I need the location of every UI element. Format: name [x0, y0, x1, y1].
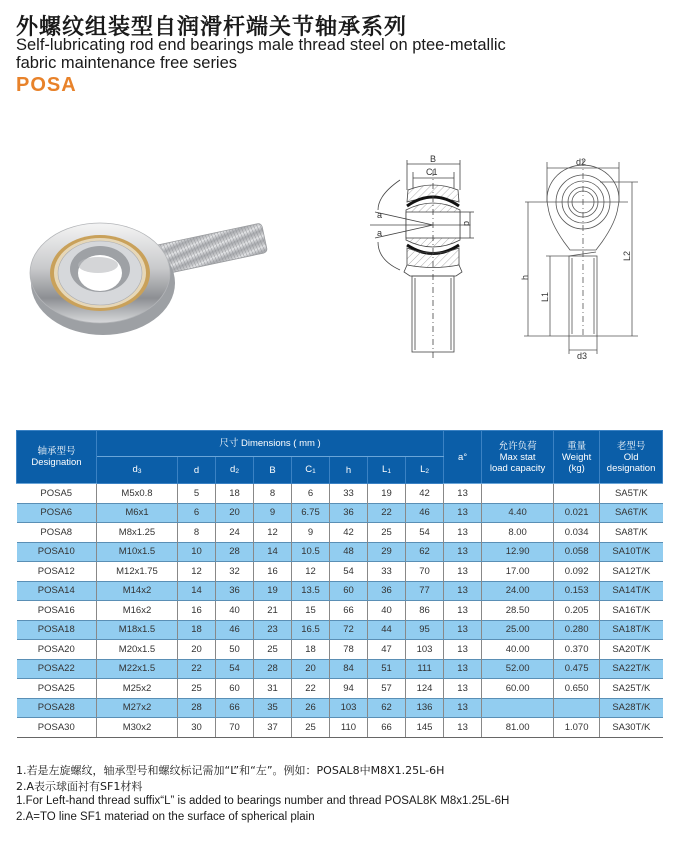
cell-L2: 62	[406, 542, 444, 562]
dim-label-d3: d3	[577, 351, 588, 361]
cell-old: SA6T/K	[600, 503, 663, 523]
cell-d3: M14x2	[97, 581, 178, 601]
cell-d: 12	[178, 562, 216, 582]
cell-L2: 86	[406, 601, 444, 621]
cell-load: 81.00	[482, 718, 554, 738]
cell-a: 13	[444, 542, 482, 562]
cell-h: 110	[330, 718, 368, 738]
cell-d: 20	[178, 640, 216, 660]
cell-load: 24.00	[482, 581, 554, 601]
cell-B: 25	[254, 640, 292, 660]
cell-weight: 0.092	[554, 562, 600, 582]
cell-L1: 47	[368, 640, 406, 660]
specification-table	[16, 430, 663, 738]
cell-L1: 25	[368, 523, 406, 543]
cell-h: 72	[330, 620, 368, 640]
cell-h: 36	[330, 503, 368, 523]
table-row	[17, 581, 663, 601]
dim-label-a-top: a	[377, 210, 383, 220]
cell-B: 12	[254, 523, 292, 543]
cell-L2: 42	[406, 484, 444, 504]
cell-L1: 19	[368, 484, 406, 504]
cell-d: 18	[178, 620, 216, 640]
cell-B: 23	[254, 620, 292, 640]
cell-a: 13	[444, 659, 482, 679]
note-cn-2: 2.A表示球面衬有SF1材料	[16, 779, 143, 793]
cell-L2: 77	[406, 581, 444, 601]
cell-L1: 36	[368, 581, 406, 601]
cell-old: SA8T/K	[600, 523, 663, 543]
cell-d2: 18	[216, 484, 254, 504]
cell-a: 13	[444, 698, 482, 718]
cell-d2: 60	[216, 679, 254, 699]
cell-d2: 28	[216, 542, 254, 562]
page-title-en-line2: fabric maintenance free series	[16, 54, 238, 72]
cell-a: 13	[444, 523, 482, 543]
header-weight: 重量 Weight (kg)	[554, 431, 600, 484]
cell-L1: 51	[368, 659, 406, 679]
dim-label-d2: d2	[576, 157, 587, 167]
header-angle: a°	[444, 431, 482, 484]
cell-weight: 0.280	[554, 620, 600, 640]
cell-d3: M27x2	[97, 698, 178, 718]
cell-weight	[554, 484, 600, 504]
cell-h: 66	[330, 601, 368, 621]
cell-d: 30	[178, 718, 216, 738]
cell-L1: 33	[368, 562, 406, 582]
table-row	[17, 698, 663, 718]
cell-B: 21	[254, 601, 292, 621]
cell-h: 54	[330, 562, 368, 582]
cell-B: 37	[254, 718, 292, 738]
cell-L1: 40	[368, 601, 406, 621]
note-en-1: 1.For Left-hand thread suffix“L” is added to bearings number and thread POSAL8K M8x1.25L-6H	[16, 795, 510, 807]
cell-designation: POSA30	[17, 718, 97, 738]
cell-designation: POSA20	[17, 640, 97, 660]
dim-label-B: B	[430, 154, 437, 164]
cell-B: 19	[254, 581, 292, 601]
cell-L1: 66	[368, 718, 406, 738]
side-section-drawing	[360, 150, 480, 360]
note-cn-1: 1.若是左旋螺纹，轴承型号和螺纹标记需加“L”和“左”。例如：POSAL8中M8X1.25L-6H	[16, 764, 445, 777]
cell-h: 33	[330, 484, 368, 504]
cell-designation: POSA14	[17, 581, 97, 601]
cell-d3: M5x0.8	[97, 484, 178, 504]
cell-weight: 0.650	[554, 679, 600, 699]
header-C1: $C_1$	[292, 457, 330, 484]
header-d2: $d_2$	[216, 457, 254, 484]
table-row	[17, 503, 663, 523]
dim-label-d: d	[462, 221, 472, 227]
cell-weight: 0.205	[554, 601, 600, 621]
table-row	[17, 620, 663, 640]
page-title-en-line1: Self-lubricating rod end bearings male thread steel on ptee-metallic	[16, 36, 506, 54]
cell-old: SA12T/K	[600, 562, 663, 582]
cell-load: 17.00	[482, 562, 554, 582]
cell-C1: 6.75	[292, 503, 330, 523]
cell-d: 16	[178, 601, 216, 621]
cell-B: 9	[254, 503, 292, 523]
table-row	[17, 523, 663, 543]
cell-B: 14	[254, 542, 292, 562]
cell-designation: POSA25	[17, 679, 97, 699]
header-old-designation: 老型号 Old designation	[600, 431, 663, 484]
cell-weight: 0.021	[554, 503, 600, 523]
cell-d2: 24	[216, 523, 254, 543]
cell-a: 13	[444, 718, 482, 738]
cell-designation: POSA10	[17, 542, 97, 562]
cell-L1: 44	[368, 620, 406, 640]
cell-weight: 0.034	[554, 523, 600, 543]
cell-d3: M20x1.5	[97, 640, 178, 660]
front-view-drawing	[510, 152, 640, 362]
cell-d2: 36	[216, 581, 254, 601]
cell-C1: 6	[292, 484, 330, 504]
cell-d3: M30x2	[97, 718, 178, 738]
table-row	[17, 659, 663, 679]
cell-C1: 12	[292, 562, 330, 582]
cell-d3: M8x1.25	[97, 523, 178, 543]
cell-L2: 54	[406, 523, 444, 543]
notes-section	[16, 763, 509, 825]
cell-L1: 62	[368, 698, 406, 718]
cell-load: 60.00	[482, 679, 554, 699]
cell-designation: POSA8	[17, 523, 97, 543]
cell-load: 28.50	[482, 601, 554, 621]
cell-B: 35	[254, 698, 292, 718]
cell-weight: 0.153	[554, 581, 600, 601]
cell-C1: 15	[292, 601, 330, 621]
cell-h: 78	[330, 640, 368, 660]
page-title-cn: 外螺纹组装型自润滑杆端关节轴承系列	[16, 15, 408, 40]
cell-d2: 46	[216, 620, 254, 640]
cell-L2: 136	[406, 698, 444, 718]
table-row	[17, 679, 663, 699]
cell-d3: M12x1.75	[97, 562, 178, 582]
cell-L2: 95	[406, 620, 444, 640]
cell-d: 6	[178, 503, 216, 523]
cell-old: SA16T/K	[600, 601, 663, 621]
cell-C1: 13.5	[292, 581, 330, 601]
dim-label-C1: C1	[426, 167, 438, 177]
cell-d3: M10x1.5	[97, 542, 178, 562]
table-row	[17, 640, 663, 660]
cell-h: 103	[330, 698, 368, 718]
cell-designation: POSA28	[17, 698, 97, 718]
cell-old: SA14T/K	[600, 581, 663, 601]
cell-L2: 145	[406, 718, 444, 738]
header-L2: $L_2$	[406, 457, 444, 484]
cell-L1: 22	[368, 503, 406, 523]
cell-old: SA20T/K	[600, 640, 663, 660]
header-L1: $L_1$	[368, 457, 406, 484]
cell-a: 13	[444, 640, 482, 660]
cell-L2: 46	[406, 503, 444, 523]
cell-a: 13	[444, 581, 482, 601]
dim-label-L1: L1	[540, 291, 550, 302]
cell-d: 14	[178, 581, 216, 601]
cell-L2: 70	[406, 562, 444, 582]
table-row	[17, 484, 663, 504]
cell-d2: 32	[216, 562, 254, 582]
cell-d3: M25x2	[97, 679, 178, 699]
cell-old: SA25T/K	[600, 679, 663, 699]
cell-weight: 0.475	[554, 659, 600, 679]
cell-weight: 0.058	[554, 542, 600, 562]
note-en-2: 2.A=TO line SF1 materiad on the surface of spherical plain	[16, 810, 315, 823]
cell-weight	[554, 698, 600, 718]
cell-designation: POSA18	[17, 620, 97, 640]
cell-old: SA22T/K	[600, 659, 663, 679]
cell-old: SA10T/K	[600, 542, 663, 562]
cell-L2: 124	[406, 679, 444, 699]
header-h: h	[330, 457, 368, 484]
cell-a: 13	[444, 679, 482, 699]
dim-label-h: h	[520, 274, 530, 280]
table-row	[17, 601, 663, 621]
cell-L1: 57	[368, 679, 406, 699]
cell-load: 25.00	[482, 620, 554, 640]
cell-L2: 103	[406, 640, 444, 660]
header-d: d	[178, 457, 216, 484]
cell-C1: 22	[292, 679, 330, 699]
cell-old: SA5T/K	[600, 484, 663, 504]
cell-load: 40.00	[482, 640, 554, 660]
cell-h: 94	[330, 679, 368, 699]
header-d3: $d_3$	[97, 457, 178, 484]
cell-a: 13	[444, 620, 482, 640]
cell-load: 4.40	[482, 503, 554, 523]
cell-designation: POSA5	[17, 484, 97, 504]
cell-old: SA28T/K	[600, 698, 663, 718]
cell-load	[482, 484, 554, 504]
cell-a: 13	[444, 503, 482, 523]
cell-C1: 16.5	[292, 620, 330, 640]
cell-weight: 1.070	[554, 718, 600, 738]
cell-designation: POSA16	[17, 601, 97, 621]
cell-d2: 40	[216, 601, 254, 621]
cell-B: 28	[254, 659, 292, 679]
cell-d2: 54	[216, 659, 254, 679]
cell-d: 10	[178, 542, 216, 562]
cell-d: 22	[178, 659, 216, 679]
cell-L1: 29	[368, 542, 406, 562]
cell-d3: M6x1	[97, 503, 178, 523]
table-row	[17, 718, 663, 738]
cell-d: 28	[178, 698, 216, 718]
cell-load: 12.90	[482, 542, 554, 562]
cell-d2: 50	[216, 640, 254, 660]
cell-designation: POSA22	[17, 659, 97, 679]
cell-d: 25	[178, 679, 216, 699]
cell-d: 5	[178, 484, 216, 504]
cell-C1: 9	[292, 523, 330, 543]
cell-B: 16	[254, 562, 292, 582]
cell-old: SA30T/K	[600, 718, 663, 738]
cell-a: 13	[444, 484, 482, 504]
cell-d2: 20	[216, 503, 254, 523]
cell-C1: 25	[292, 718, 330, 738]
cell-load	[482, 698, 554, 718]
cell-C1: 20	[292, 659, 330, 679]
cell-d3: M18x1.5	[97, 620, 178, 640]
cell-h: 42	[330, 523, 368, 543]
table-row	[17, 542, 663, 562]
cell-C1: 18	[292, 640, 330, 660]
cell-h: 84	[330, 659, 368, 679]
header-B: B	[254, 457, 292, 484]
cell-weight: 0.370	[554, 640, 600, 660]
table-body	[17, 484, 663, 738]
cell-B: 31	[254, 679, 292, 699]
header-load-capacity: 允许负荷 Max stat load capacity	[482, 431, 554, 484]
cell-C1: 26	[292, 698, 330, 718]
cell-h: 60	[330, 581, 368, 601]
header-dimensions: 尺寸 Dimensions ( mm )	[97, 431, 444, 457]
cell-h: 48	[330, 542, 368, 562]
header-designation: 轴承型号 Designation	[17, 431, 97, 484]
cell-d3: M16x2	[97, 601, 178, 621]
cell-d2: 70	[216, 718, 254, 738]
cell-designation: POSA12	[17, 562, 97, 582]
rod-end-bearing-photo	[18, 185, 278, 345]
cell-designation: POSA6	[17, 503, 97, 523]
cell-C1: 10.5	[292, 542, 330, 562]
cell-a: 13	[444, 562, 482, 582]
dim-label-L2: L2	[622, 250, 632, 261]
cell-L2: 111	[406, 659, 444, 679]
model-series-label: POSA	[16, 74, 77, 96]
cell-a: 13	[444, 601, 482, 621]
cell-d: 8	[178, 523, 216, 543]
cell-load: 8.00	[482, 523, 554, 543]
dim-label-a-bottom: a	[377, 228, 383, 238]
cell-B: 8	[254, 484, 292, 504]
table-row	[17, 562, 663, 582]
cell-old: SA18T/K	[600, 620, 663, 640]
cell-d2: 66	[216, 698, 254, 718]
cell-load: 52.00	[482, 659, 554, 679]
cell-d3: M22x1.5	[97, 659, 178, 679]
